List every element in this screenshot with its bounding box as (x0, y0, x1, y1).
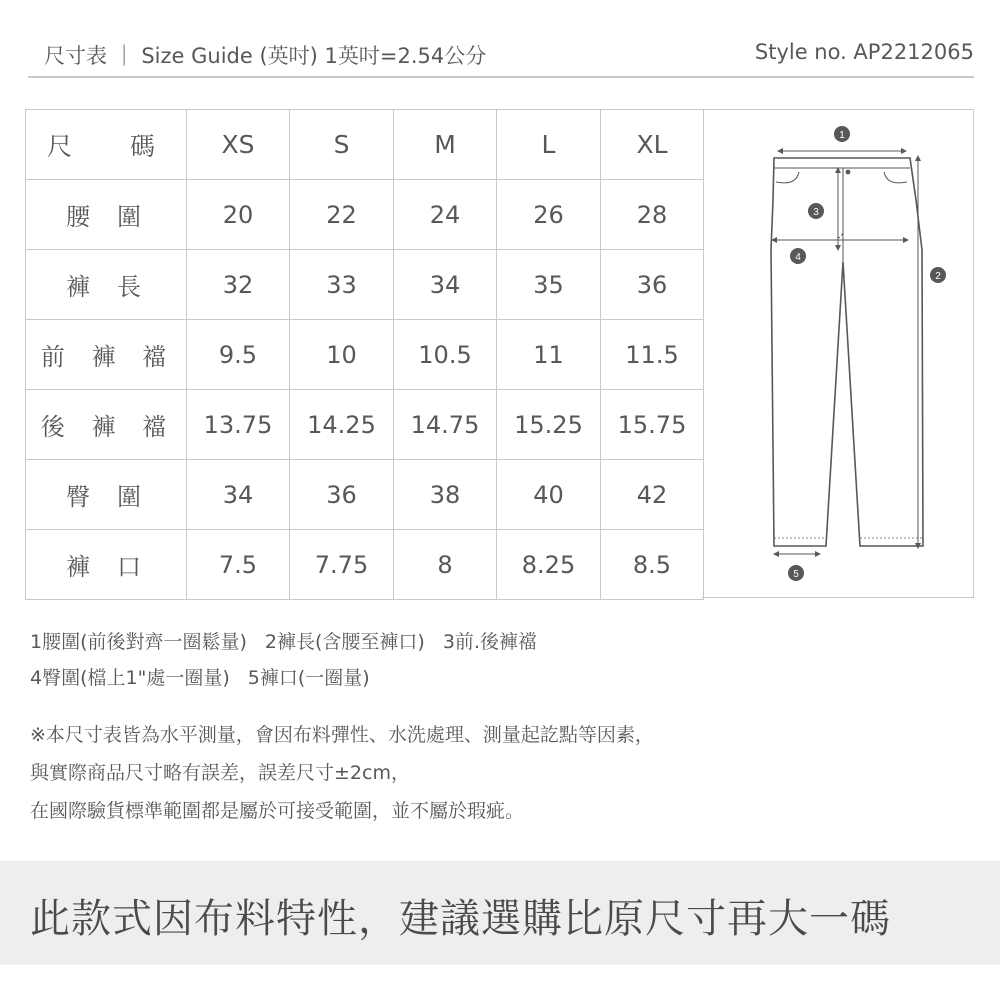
table-cell: 13.75 (187, 390, 290, 460)
row-label: 後 褲 襠 (26, 390, 187, 460)
size-header-row (26, 110, 704, 180)
size-l: L (497, 110, 601, 180)
marker-3 (808, 203, 824, 219)
size-m: M (394, 110, 497, 180)
table-cell: 36 (601, 250, 704, 320)
row-label: 褲 口 (26, 530, 187, 600)
table-cell: 34 (394, 250, 497, 320)
note-rise: 3前.後褲襠 (442, 631, 537, 653)
size-table (25, 109, 704, 600)
table-cell: 20 (187, 180, 290, 250)
left-pocket (776, 172, 799, 183)
table-cell: 35 (497, 250, 601, 320)
table-cell: 10 (290, 320, 394, 390)
table-row-leg-opening (26, 530, 704, 600)
table-cell: 15.25 (497, 390, 601, 460)
table-row-front-rise (26, 320, 704, 390)
table-cell: 38 (394, 460, 497, 530)
pants-diagram-svg (702, 110, 974, 599)
row-label: 褲 長 (26, 250, 187, 320)
marker-2-label: 2 (935, 271, 941, 282)
table-cell: 10.5 (394, 320, 497, 390)
waist-button (846, 170, 851, 175)
sizing-advice-text: 此款式因布料特性，建議選購比原尺寸再大一碼 (30, 896, 891, 942)
table-cell: 14.75 (394, 390, 497, 460)
disclaimer-line-1: ※本尺寸表皆為水平測量，會因布料彈性、水洗處理、測量起訖點等因素， (30, 724, 654, 746)
size-xl: XL (601, 110, 704, 180)
marker-3-label: 3 (813, 207, 819, 218)
disclaimer-line-2: 與實際商品尺寸略有誤差，誤差尺寸±2cm， (30, 762, 410, 784)
table-cell: 32 (187, 250, 290, 320)
size-guide-title: 尺寸表 ｜ Size Guide (英吋) 1英吋=2.54公分 (44, 44, 487, 68)
table-cell: 8.25 (497, 530, 601, 600)
marker-5 (788, 565, 804, 581)
disclaimer-line-3: 在國際驗貨標準範圍都是屬於可接受範圍，並不屬於瑕疵。 (30, 800, 525, 822)
size-corner-label: 尺 碼 (26, 110, 187, 180)
table-cell: 34 (187, 460, 290, 530)
note-hip: 4臀圍(檔上1"處一圈量) (30, 667, 230, 689)
note-waist: 1腰圍(前後對齊一圈鬆量) (30, 631, 247, 653)
notes-line-2 (30, 660, 537, 696)
table-cell: 11.5 (601, 320, 704, 390)
marker-4-label: 4 (795, 252, 801, 263)
table-cell: 11 (497, 320, 601, 390)
pants-diagram (702, 109, 974, 598)
table-cell: 36 (290, 460, 394, 530)
size-s: S (290, 110, 394, 180)
table-cell: 42 (601, 460, 704, 530)
table-cell: 9.5 (187, 320, 290, 390)
fly-stitch (836, 168, 843, 238)
sizing-advice-banner (0, 861, 1000, 965)
row-label: 臀 圍 (26, 460, 187, 530)
table-cell: 40 (497, 460, 601, 530)
table-cell: 33 (290, 250, 394, 320)
style-number: Style no. AP2212065 (754, 40, 974, 64)
table-cell: 8.5 (601, 530, 704, 600)
table-cell: 7.75 (290, 530, 394, 600)
table-row-back-rise (26, 390, 704, 460)
marker-2 (930, 267, 946, 283)
table-cell: 26 (497, 180, 601, 250)
table-cell: 22 (290, 180, 394, 250)
row-label: 腰 圍 (26, 180, 187, 250)
note-leg-opening: 5褲口(一圈量) (247, 667, 370, 689)
notes-line-1 (30, 624, 537, 660)
note-length: 2褲長(含腰至褲口) (264, 631, 425, 653)
table-cell: 24 (394, 180, 497, 250)
table-row-length (26, 250, 704, 320)
table-cell: 14.25 (290, 390, 394, 460)
measurement-disclaimer (30, 716, 654, 830)
size-xs: XS (187, 110, 290, 180)
measurement-notes (30, 624, 537, 696)
table-cell: 8 (394, 530, 497, 600)
table-row-hip (26, 460, 704, 530)
table-cell: 28 (601, 180, 704, 250)
table-cell: 7.5 (187, 530, 290, 600)
page-header (28, 38, 974, 78)
marker-4 (790, 248, 806, 264)
row-label: 前 褲 襠 (26, 320, 187, 390)
pants-outline (771, 158, 923, 546)
right-pocket (884, 172, 907, 183)
table-cell: 15.75 (601, 390, 704, 460)
marker-1-label: 1 (839, 130, 845, 141)
marker-1 (834, 126, 850, 142)
table-row-waist (26, 180, 704, 250)
marker-5-label: 5 (793, 569, 799, 580)
